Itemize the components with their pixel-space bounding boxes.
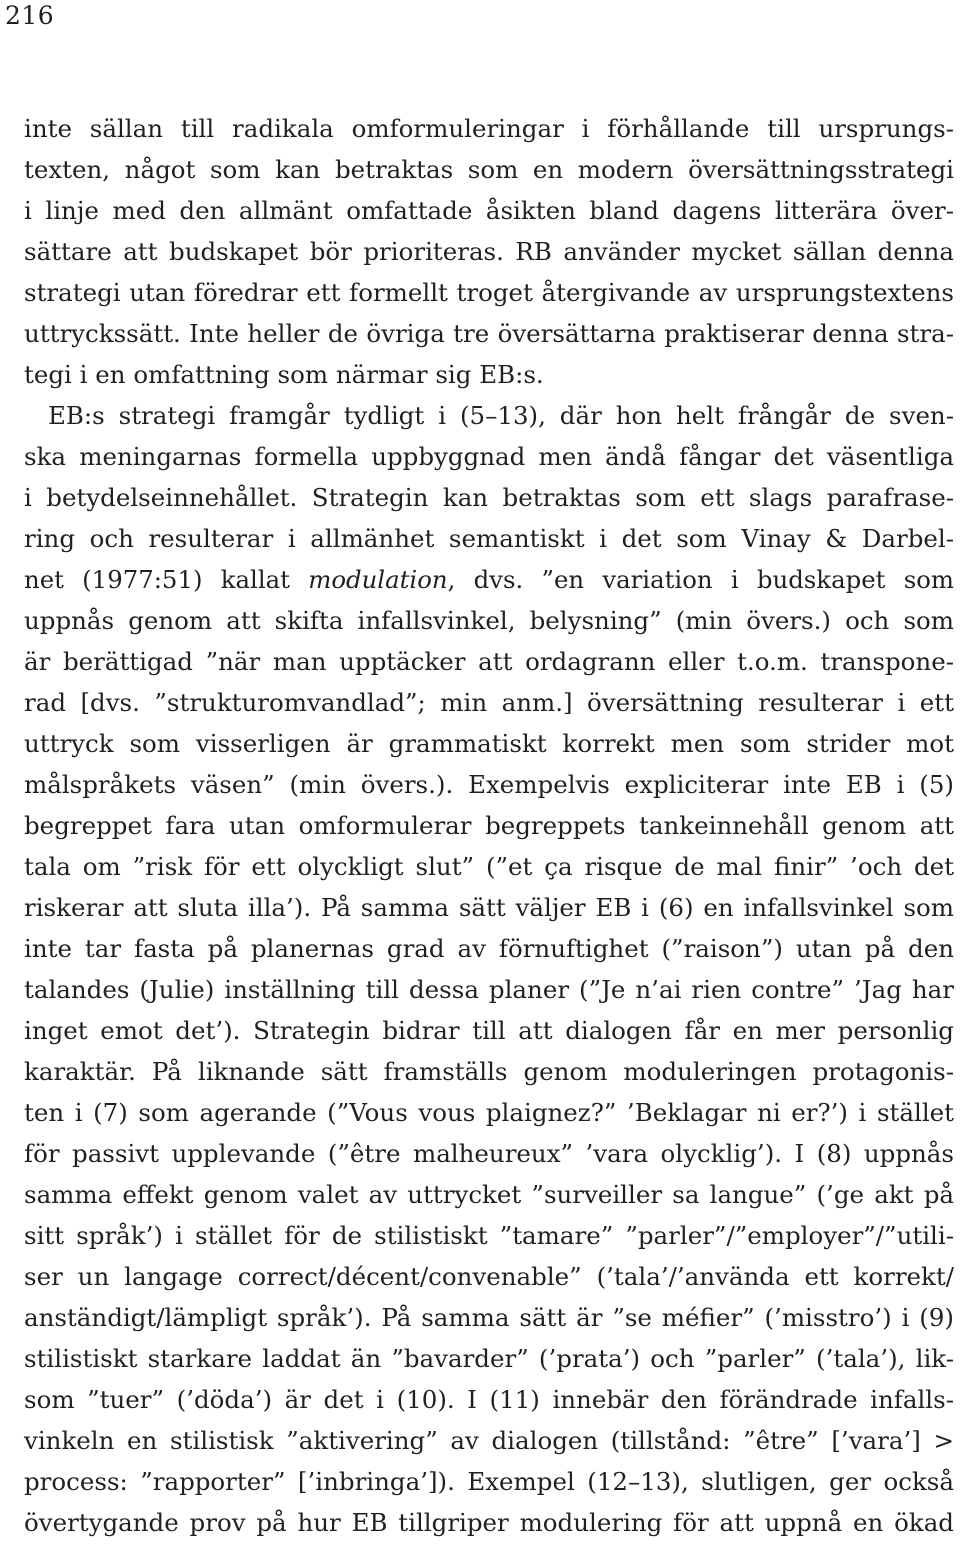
text-line: inte tar fasta på planernas grad av förnuftighet (”raison”) utan på den	[24, 934, 954, 963]
page-number: 216	[5, 1, 55, 30]
text-line: strategi utan föredrar ett formellt troget återgivande av ursprungstextens	[24, 278, 954, 307]
text-line: ska meningarnas formella uppbyggnad men ändå fångar det väsentliga	[24, 442, 954, 471]
text-line: samma effekt genom valet av uttrycket ”surveiller sa langue” (’ge akt på	[24, 1180, 954, 1209]
text-line: anständigt/lämpligt språk’). På samma sätt är ”se méfier” (’misstro’) i (9)	[24, 1303, 954, 1332]
text-fragment: 5–13	[469, 401, 529, 430]
text-line: tala om ”risk för ett olyckligt slut” (”et ça risque de mal finir” ’och det	[24, 852, 954, 881]
text-line: rad [dvs. ”strukturomvandlad”; min anm.] översättning resulterar i ett	[24, 688, 954, 717]
text-line: ser un langage correct/décent/convenable” (’tala’/’använda ett korrekt/	[24, 1262, 954, 1291]
text-line: uttryckssätt. Inte heller de övriga tre översättarna praktiserar denna stra-	[24, 319, 954, 348]
text-fragment: , dvs. ”en variation i budskapet som	[447, 565, 954, 594]
text-line: riskerar att sluta illa’). På samma sätt väljer EB i (6) en infallsvinkel som	[24, 893, 954, 922]
text-line: övertygande prov på hur EB tillgriper modulering för att uppnå en ökad	[24, 1508, 954, 1537]
text-line: stilistiskt starkare laddat än ”bavarder” (’prata’) och ”parler” (’tala’), lik-	[24, 1344, 954, 1373]
text-line: uttryck som visserligen är grammatiskt korrekt men som strider mot	[24, 729, 954, 758]
text-line: sitt språk’) i stället för de stilistiskt ”tamare” ”parler”/”employer”/”utili-	[24, 1221, 954, 1250]
text-line: texten, något som kan betraktas som en modern översättningsstrategi	[24, 155, 954, 184]
text-line: i betydelseinnehållet. Strategin kan betraktas som ett slags parafrase-	[24, 483, 954, 512]
text-fragment: 12–13	[596, 1467, 672, 1496]
text-line	[24, 559, 954, 600]
text-line: är berättigad ”när man upptäcker att ordagrann eller t.o.m. transpone-	[24, 647, 954, 676]
italic-term: modulation	[308, 565, 448, 594]
text-line	[24, 395, 954, 436]
text-line: inte sällan till radikala omformuleringar i förhållande till ursprungs-	[24, 114, 954, 143]
text-line: i linje med den allmänt omfattade åsikten bland dagens litterära över-	[24, 196, 954, 225]
text-line: uppnås genom att skifta infallsvinkel, belysning” (min övers.) och som	[24, 606, 954, 635]
text-line: ring och resulterar i allmänhet semantiskt i det som Vinay & Darbel-	[24, 524, 954, 553]
text-line	[24, 1461, 954, 1502]
paragraph-2	[24, 395, 954, 1543]
text-fragment: ), där hon helt frångår de sven-	[528, 401, 954, 430]
text-line: begreppet fara utan omformulerar begreppets tankeinnehåll genom att	[24, 811, 954, 840]
text-line: karaktär. På liknande sätt framställs genom moduleringen protagonis-	[24, 1057, 954, 1086]
text-fragment: process: ”rapporter” [’inbringa’]). Exempel (	[24, 1467, 597, 1496]
text-line: tegi i en omfattning som närmar sig EB:s.	[24, 360, 544, 389]
paragraph-1	[24, 108, 954, 395]
text-line: sättare att budskapet bör prioriteras. RB använder mycket sällan denna	[24, 237, 954, 266]
text-fragment: ), slutligen, ger också	[671, 1467, 954, 1496]
text-line: för passivt upplevande (”être malheureux” ’vara olycklig’). I (8) uppnås	[24, 1139, 954, 1168]
text-line: ten i (7) som agerande (”Vous vous plaignez?” ’Beklagar ni er?’) i stället	[24, 1098, 954, 1127]
text-line: talandes (Julie) inställning till dessa planer (”Je n’ai rien contre” ’Jag har	[24, 975, 954, 1004]
text-line: inget emot det’). Strategin bidrar till att dialogen får en mer personlig	[24, 1016, 954, 1045]
text-line: vinkeln en stilistisk ”aktivering” av dialogen (tillstånd: ”être” [’vara’] >	[24, 1426, 954, 1455]
text-line: målspråkets väsen” (min övers.). Exempelvis expliciterar inte EB i (5)	[24, 770, 954, 799]
text-fragment: EB:s strategi framgår tydligt i (	[48, 401, 470, 430]
text-line: som ”tuer” (’döda’) är det i (10). I (11) innebär den förändrade infalls-	[24, 1385, 954, 1414]
text-fragment: net (1977:51) kallat	[24, 565, 309, 594]
body-text	[24, 108, 954, 1543]
